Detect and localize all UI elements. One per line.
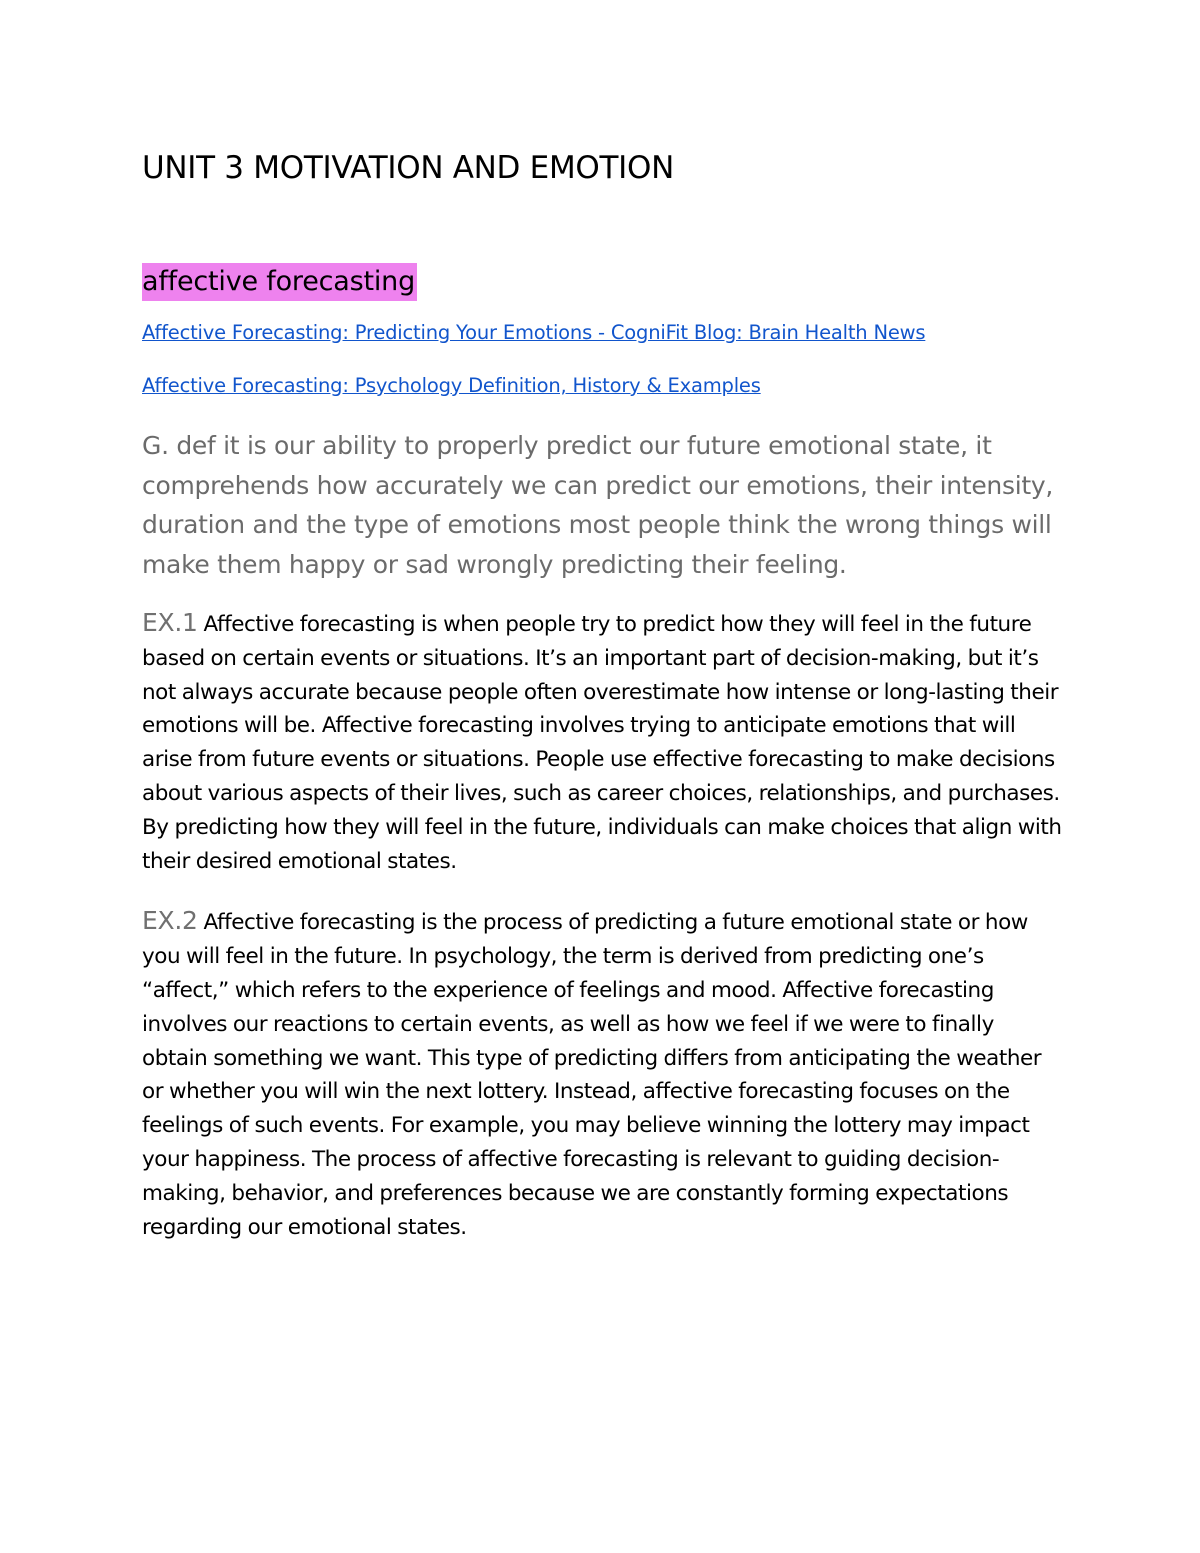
example-2-label: EX.2	[142, 906, 198, 936]
link-psychology-definition[interactable]: Affective Forecasting: Psychology Definition, History & Examples	[142, 374, 761, 397]
highlighted-term: affective forecasting	[142, 263, 417, 301]
document-title: UNIT 3 MOTIVATION AND EMOTION	[142, 150, 674, 186]
definition-paragraph: G. def it is our ability to properly predict our future emotional state, it comprehends how accurately we can predict our emotions, their intensity, duration and the type of emotions most people think the wrong things will make them happy or sad wrongly predicting their feeling.	[142, 431, 1053, 579]
example-2-paragraph	[142, 904, 1062, 1244]
document-content	[142, 148, 1062, 1244]
reference-links	[142, 320, 1062, 399]
example-1-paragraph	[142, 606, 1062, 878]
link-cognifit-blog[interactable]: Affective Forecasting: Predicting Your Emotions - CogniFit Blog: Brain Health News	[142, 321, 926, 344]
example-1-label: EX.1	[142, 608, 198, 637]
example-2-text: Affective forecasting is the process of predicting a future emotional state or how you will feel in the future. In psychology, the term is derived from predicting one’s “affect,” which refers to the experience of feelings and mood. Affective forecasting involves our reactions to certain events, as well as how we feel if we were to finally obtain something we want. This type of predicting differs from anticipating the weather or whether you will win the next lottery. Instead, affective forecasting focuses on the feelings of such events. For example, you may believe winning the lottery may impact your happiness. The process of affective forecasting is relevant to guiding decision-making, behavior, and preferences because we are constantly forming expectations regarding our emotional states.	[142, 910, 1042, 1240]
example-1-text: Affective forecasting is when people try to predict how they will feel in the future based on certain events or situations. It’s an important part of decision-making, but it’s not always accurate because people often overestimate how intense or long-lasting their emotions will be. Affective forecasting involves trying to anticipate emotions that will arise from future events or situations. People use effective forecasting to make decisions about various aspects of their lives, such as career choices, relationships, and purchases. By predicting how they will feel in the future, individuals can make choices that align with their desired emotional states.	[142, 612, 1062, 874]
